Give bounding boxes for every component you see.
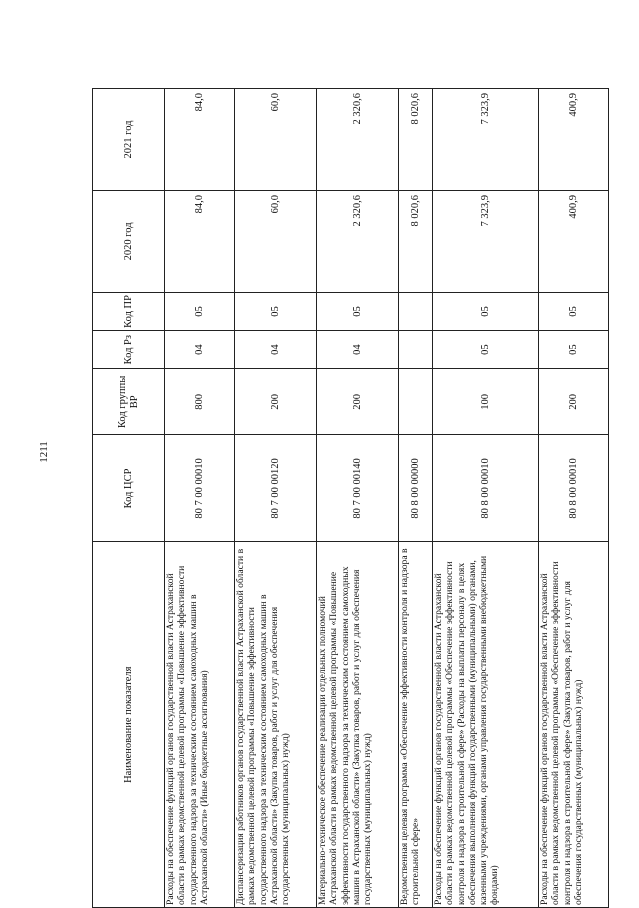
cell-csr: 80 8 00 00010 (433, 435, 539, 542)
cell-2020: 8 020,6 (399, 190, 433, 292)
cell-csr: 80 8 00 00010 (539, 435, 609, 542)
cell-2020: 400,9 (539, 190, 609, 292)
cell-rz: 04 (165, 331, 235, 369)
cell-2021: 60,0 (235, 89, 317, 191)
cell-pr: 05 (317, 292, 399, 330)
header-2021: 2021 год (93, 89, 165, 191)
cell-name: Диспансеризация работников органов государственной власти Астраханской области в рамках ведомственной целевой программы «Повышение эффективности государственного надзора за техническим состоянием самоходных машин в Астраханской области» (Закупка товаров, работ и услуг для обеспечения государственных (муниципальных) нужд) (235, 542, 317, 908)
header-vr: Код группы ВР (93, 369, 165, 435)
cell-pr: 05 (433, 292, 539, 330)
table-row (165, 89, 235, 908)
cell-2021: 8 020,6 (399, 89, 433, 191)
cell-pr: 05 (165, 292, 235, 330)
header-2020: 2020 год (93, 190, 165, 292)
cell-2021: 84,0 (165, 89, 235, 191)
cell-2021: 7 323,9 (433, 89, 539, 191)
cell-vr: 200 (317, 369, 399, 435)
table-row (317, 89, 399, 908)
cell-rz (399, 331, 433, 369)
cell-name: Расходы на обеспечение функций органов государственной власти Астраханской области в рамках ведомственной целевой программы «Обеспечение эффективности контроля и надзора в строительной сфере» (Закупка товаров, работ и услуг для обеспечения государственных (муниципальных) нужд) (539, 542, 609, 908)
cell-rz: 04 (235, 331, 317, 369)
cell-pr: 05 (539, 292, 609, 330)
header-pr: Код ПР (93, 292, 165, 330)
page-number: 1211 (38, 441, 50, 463)
cell-csr: 80 7 00 00120 (235, 435, 317, 542)
cell-name: Ведомственная целевая программа «Обеспечение эффективности контроля и надзора в строительной сфере» (399, 542, 433, 908)
cell-pr: 05 (235, 292, 317, 330)
cell-rz: 04 (317, 331, 399, 369)
cell-2020: 7 323,9 (433, 190, 539, 292)
cell-name: Расходы на обеспечение функций органов государственной власти Астраханской области в рамках ведомственной целевой программы «Повышение эффективности государственного надзора за техническим состоянием самоходных машин в Астраханской области» (Иные бюджетные ассигнования) (165, 542, 235, 908)
table-row (539, 89, 609, 908)
cell-rz: 05 (539, 331, 609, 369)
table-row (235, 89, 317, 908)
cell-csr: 80 7 00 00140 (317, 435, 399, 542)
header-csr: Код ЦСР (93, 435, 165, 542)
cell-vr: 800 (165, 369, 235, 435)
cell-2021: 400,9 (539, 89, 609, 191)
cell-name: Расходы на обеспечение функций органов государственной власти Астраханской области в рамках ведомственной целевой программы «Обеспечение эффективности контроля и надзора в строительной сфере» (Расходы на выплаты персоналу в целях обеспечения выполнения функций государственными (муниципальными) органами, казенными учреждениями, органами управления государственными внебюджетными фондами) (433, 542, 539, 908)
cell-name: Материально-техническое обеспечение реализации отдельных полномочий Астраханской области в рамках ведомственной целевой программы «Повышение эффективности государственного надзора за техническим состоянием самоходных машин в Астраханской области» (Закупка товаров, работ и услуг для обеспечения государственных (муниципальных) нужд) (317, 542, 399, 908)
rotated-table-container (92, 88, 608, 908)
cell-pr (399, 292, 433, 330)
header-rz: Код Рз (93, 331, 165, 369)
cell-2020: 2 320,6 (317, 190, 399, 292)
cell-2021: 2 320,6 (317, 89, 399, 191)
cell-vr: 200 (235, 369, 317, 435)
budget-table (92, 88, 609, 908)
cell-csr: 80 8 00 00000 (399, 435, 433, 542)
table-header-row (93, 89, 165, 908)
cell-vr: 200 (539, 369, 609, 435)
cell-vr: 100 (433, 369, 539, 435)
cell-vr (399, 369, 433, 435)
cell-2020: 60,0 (235, 190, 317, 292)
cell-2020: 84,0 (165, 190, 235, 292)
table-row (433, 89, 539, 908)
table-row (399, 89, 433, 908)
cell-csr: 80 7 00 00010 (165, 435, 235, 542)
cell-rz: 05 (433, 331, 539, 369)
header-name: Наименование показателя (93, 542, 165, 908)
